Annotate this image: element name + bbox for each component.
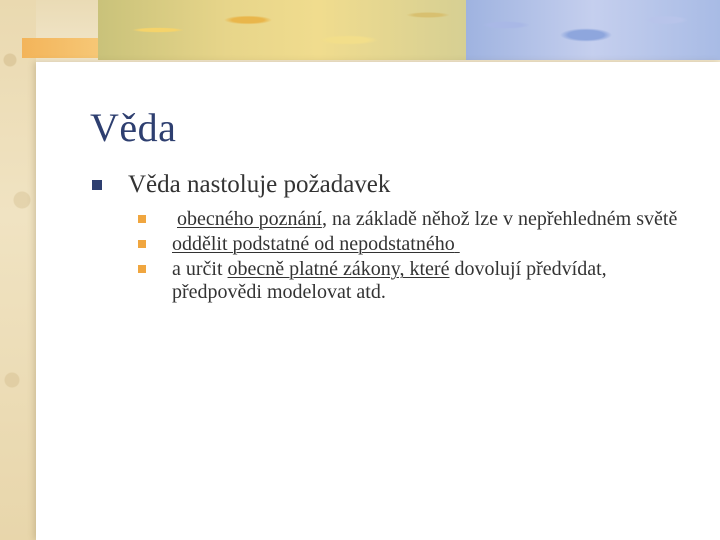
sub-bullet-text: a určit obecně platné zákony, které dovolují předvídat, předpovědi modelovat atd.	[172, 258, 607, 303]
square-bullet-icon	[92, 180, 102, 190]
sub-bullet-item	[138, 233, 698, 256]
square-bullet-icon	[138, 240, 146, 248]
sub-bullet-item	[138, 208, 698, 231]
autumn-leaves-photo	[98, 0, 466, 60]
sub-bullet-list	[138, 208, 698, 306]
underlined-phrase: obecně platné zákony, které	[227, 258, 450, 280]
underlined-phrase: oddělit podstatné od nepodstatného	[172, 233, 455, 255]
slide-title: Věda	[90, 105, 177, 150]
bullet-text: Věda nastoluje požadavek	[128, 171, 391, 198]
blue-hydrangea-photo	[466, 0, 720, 60]
sub-bullet-text	[172, 233, 460, 256]
square-bullet-icon	[138, 215, 146, 223]
bullet-item	[92, 170, 702, 200]
sub-bullet-text: obecného poznání, na základě něhož lze v nepřehledném světě	[177, 208, 678, 230]
underlined-phrase: obecného poznání	[177, 208, 322, 230]
square-bullet-icon	[138, 265, 146, 273]
orange-accent-bar	[22, 38, 102, 58]
parchment-border	[0, 0, 36, 540]
sub-bullet-item	[138, 258, 698, 304]
